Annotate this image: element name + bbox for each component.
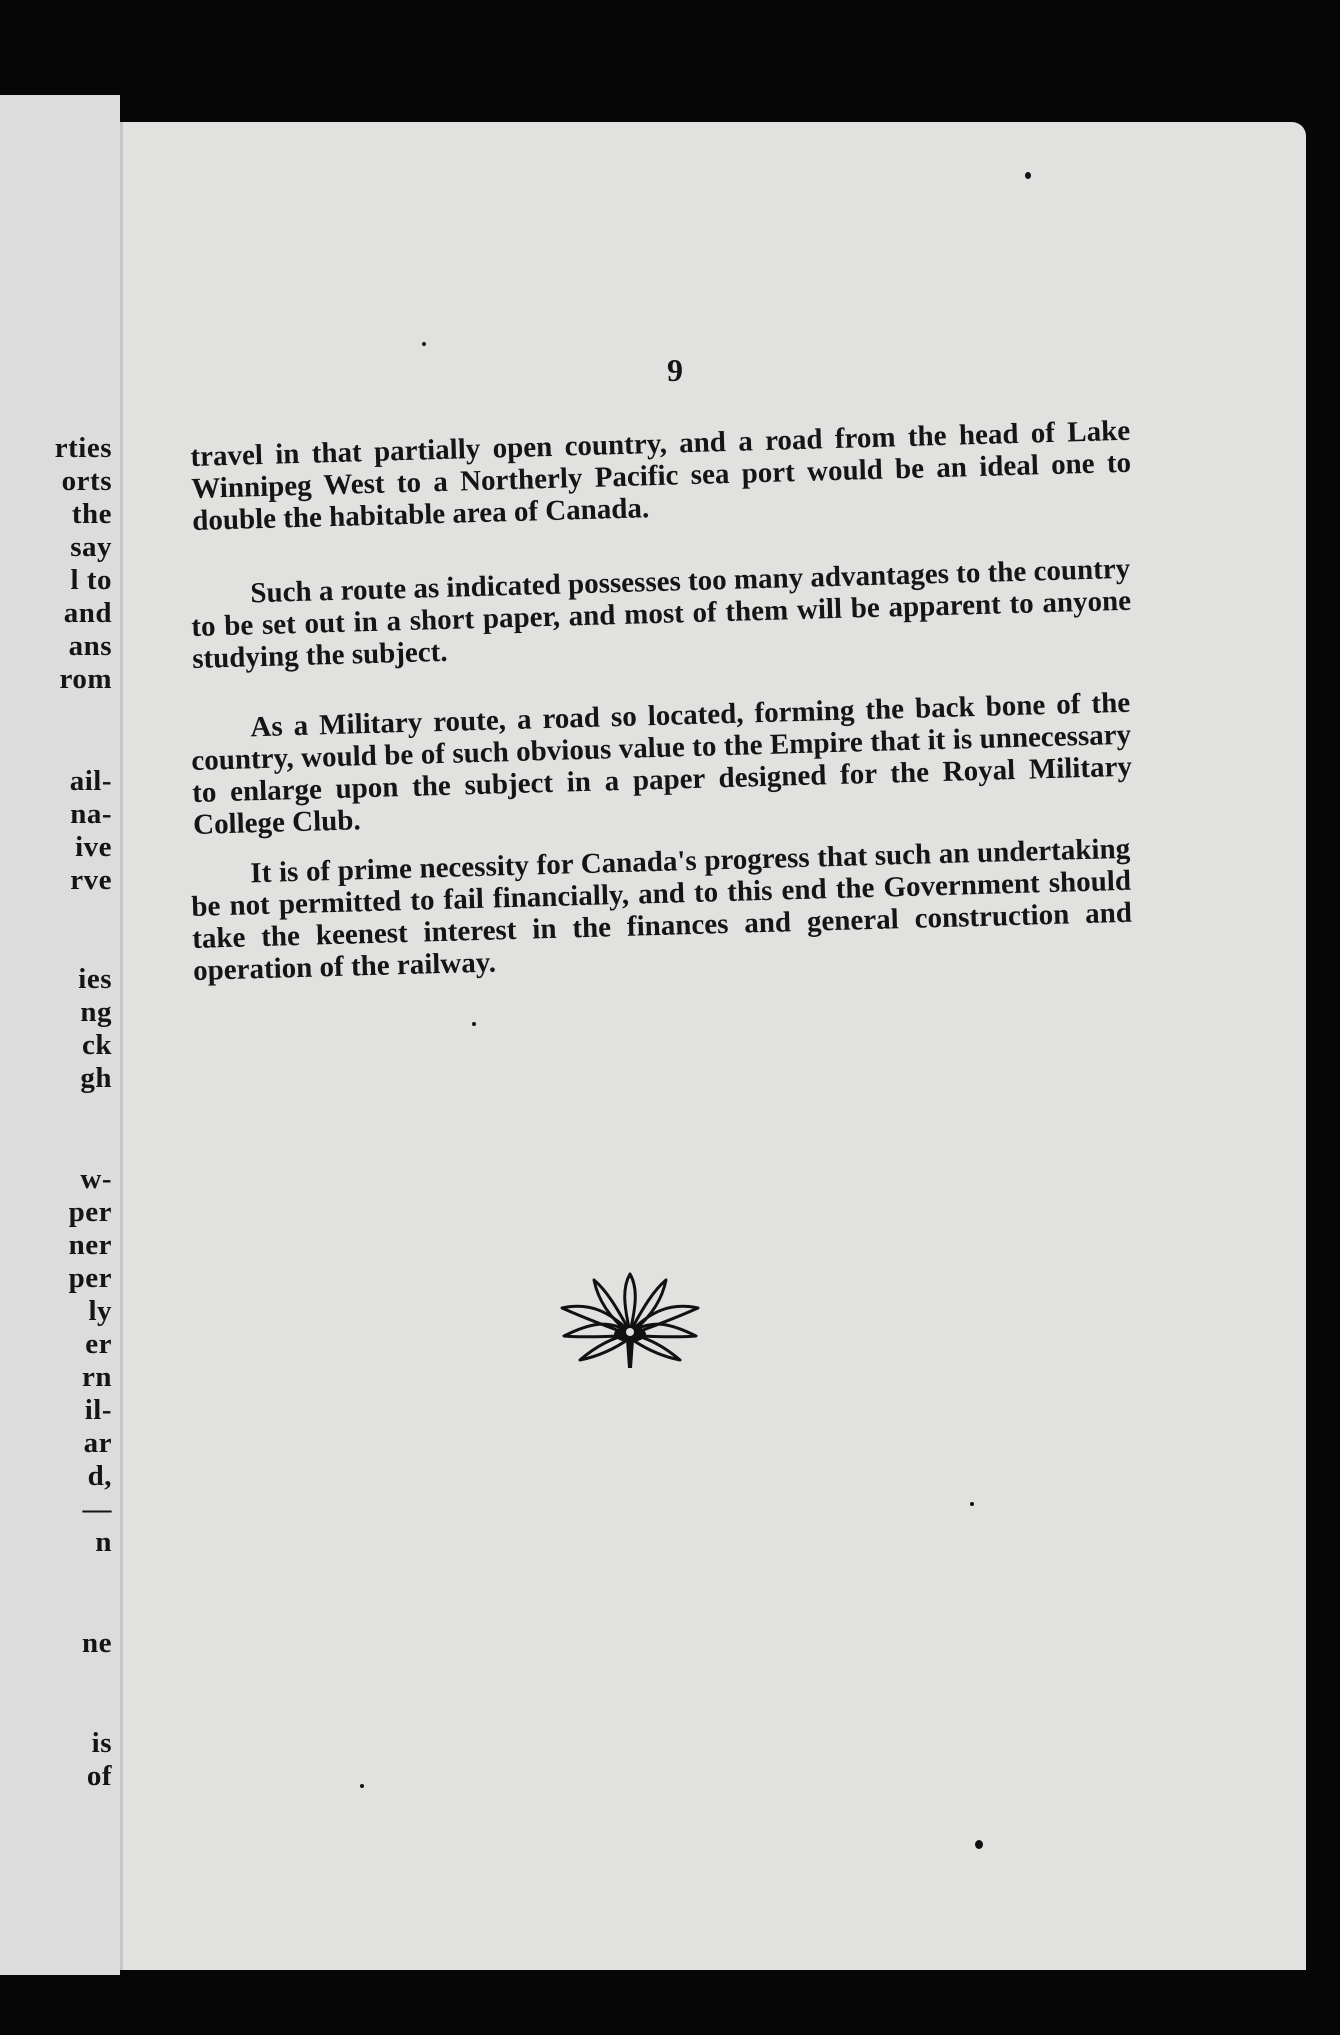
paragraph-2 — [190, 553, 1132, 675]
left-page-fragment: l to — [70, 564, 112, 596]
paragraph-3 — [190, 687, 1133, 841]
paragraph-3-text: As a Military route, a road so located, forming the back bone of the country, would be of such obvious value to the Empire that it is unnecessary to enlarge upon the subject in a paper designed for the Royal Military College Club. — [190, 686, 1133, 841]
document-page — [120, 122, 1306, 1970]
scan-speck — [422, 342, 426, 346]
left-page-fragment: is — [91, 1727, 112, 1759]
paragraph-4-text: It is of prime necessity for Canada's progress that such an undertaking be not permitted to fail financially, and to this end the Government should take the keenest interest in the finances and general construction and operation of the railway. — [190, 832, 1133, 987]
flower-tailpiece-ornament — [550, 1272, 710, 1382]
left-page-fragment: gh — [80, 1062, 112, 1094]
left-page-fragment: ner — [68, 1229, 112, 1261]
left-page-fragment: na- — [70, 798, 112, 830]
left-page-fragment: ail- — [69, 765, 112, 797]
scan-speck — [360, 1784, 364, 1788]
left-page-fragment: orts — [61, 465, 112, 497]
left-page-fragment: the — [71, 498, 112, 530]
left-page-fragment: and — [63, 597, 112, 629]
left-page-fragment: ans — [68, 630, 112, 662]
left-page-fragment: ng — [80, 996, 112, 1028]
left-page-fragment: rve — [70, 864, 112, 896]
left-page-fragment: ies — [78, 963, 112, 995]
left-page-fragment: ne — [82, 1627, 112, 1659]
scan-speck — [970, 1502, 974, 1506]
left-page-fragment: rn — [82, 1361, 112, 1393]
left-page-fragment: ly — [88, 1295, 112, 1327]
scan-speck — [1025, 172, 1031, 179]
left-page-fragment: n — [95, 1526, 112, 1558]
left-page-fragment: d, — [87, 1460, 112, 1492]
paragraph-4 — [190, 833, 1133, 987]
left-page-fragment: er — [85, 1328, 112, 1360]
scan-speck — [975, 1840, 983, 1849]
left-page-fragment: il- — [84, 1394, 112, 1426]
left-page-fragment: ck — [82, 1029, 112, 1061]
page-number: 9 — [667, 352, 683, 388]
left-page-fragment: rties — [54, 432, 112, 464]
paragraph-1: travel in that partially open country, and a road from the head of Lake Winnipeg West to a Northerly Pacific sea port would be an ideal one to double the habitable area of Canada. — [190, 414, 1132, 537]
left-page-fragment: ar — [83, 1427, 112, 1459]
left-page-fragment: per — [68, 1196, 112, 1228]
left-page-strip — [0, 95, 120, 1975]
left-page-fragment: w- — [80, 1163, 112, 1195]
paragraph-2-text: Such a route as indicated possesses too many advantages to the country to be set out in a short paper, and most of them will be apparent to anyone studying the subject. — [190, 552, 1132, 675]
left-page-fragment: rom — [59, 663, 112, 695]
scan-speck — [472, 1022, 476, 1026]
left-page-fragment: per — [68, 1262, 112, 1294]
left-page-fragment: of — [86, 1760, 112, 1792]
left-page-fragment: ive — [75, 831, 112, 863]
left-page-fragment: say — [70, 531, 112, 563]
left-page-fragment: — — [82, 1493, 112, 1525]
